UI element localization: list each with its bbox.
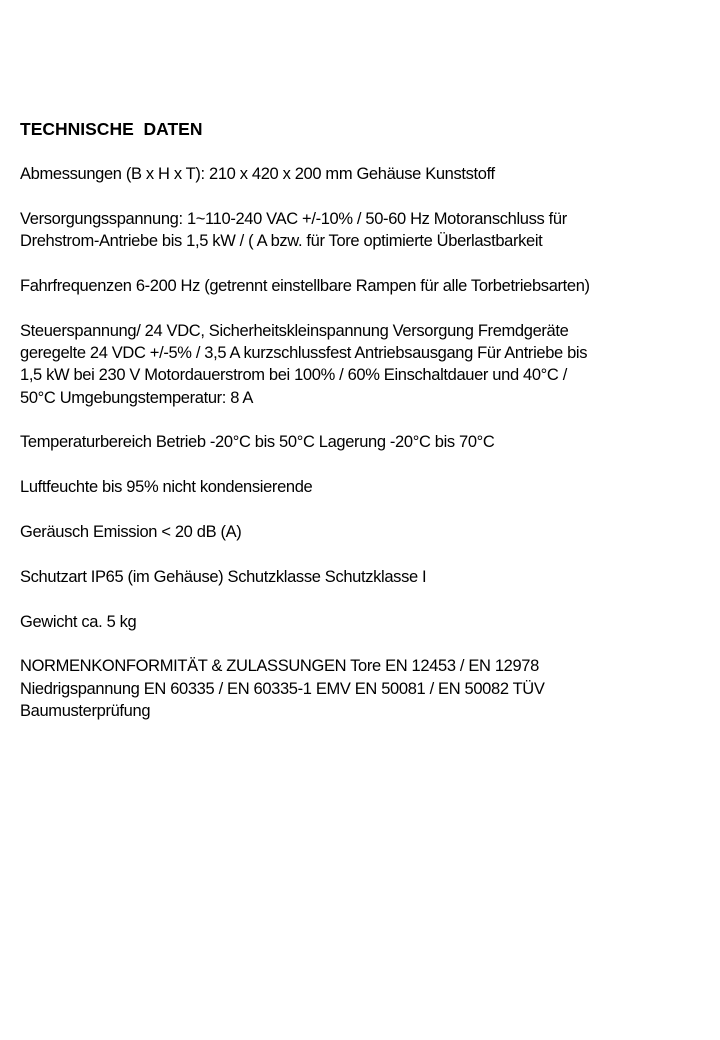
text-line: Versorgungsspannung: 1~110-240 VAC +/-10% / 50-60 Hz Motoranschluss für [20,209,567,228]
text-line: Niedrigspannung EN 60335 / EN 60335-1 EMV EN 50081 / EN 50082 TÜV [20,679,545,698]
text-line: Baumusterprüfung [20,701,151,720]
text-line: Steuerspannung/ 24 VDC, Sicherheitskleinspannung Versorgung Fremdgeräte [20,321,569,340]
paragraph-geraeusch-emission [20,521,710,543]
text-line: geregelte 24 VDC +/-5% / 3,5 A kurzschlussfest Antriebsausgang Für Antriebe bis [20,343,588,362]
text-line: Drehstrom-Antriebe bis 1,5 kW / ( A bzw. für Tore optimierte Überlastbarkeit [20,232,543,251]
text-line: Gewicht ca. 5 kg [20,612,137,631]
document-title: TECHNISCHE DATEN [20,119,203,139]
text-line: NORMENKONFORMITÄT & ZULASSUNGEN Tore EN 12453 / EN 12978 [20,657,539,676]
paragraph-luftfeuchte [20,476,710,498]
text-line: Schutzart IP65 (im Gehäuse) Schutzklasse Schutzklasse I [20,567,427,586]
paragraph-gewicht [20,611,710,633]
paragraph-steuerspannung [20,320,710,409]
text-line: Abmessungen (B x H x T): 210 x 420 x 200 mm Gehäuse Kunststoff [20,165,495,183]
text-line: Geräusch Emission < 20 dB (A) [20,522,242,541]
paragraph-normenkonformitaet [20,655,710,722]
text-line: Temperaturbereich Betrieb -20°C bis 50°C Lagerung -20°C bis 70°C [20,433,495,452]
text-line: 1,5 kW bei 230 V Motordauerstrom bei 100% / 60% Einschaltdauer und 40°C / [20,366,567,385]
paragraph-temperaturbereich [20,431,710,453]
paragraph-versorgungsspannung [20,208,710,253]
text-line: Fahrfrequenzen 6-200 Hz (getrennt einstellbare Rampen für alle Torbetriebsarten) [20,276,590,295]
paragraph-schutzart [20,566,710,588]
text-line: Luftfeuchte bis 95% nicht kondensierende [20,478,313,497]
technical-data-document [20,118,710,745]
text-line: 50°C Umgebungstemperatur: 8 A [20,388,254,407]
paragraph-abmessungen [20,163,710,185]
paragraph-fahrfrequenzen [20,275,710,297]
